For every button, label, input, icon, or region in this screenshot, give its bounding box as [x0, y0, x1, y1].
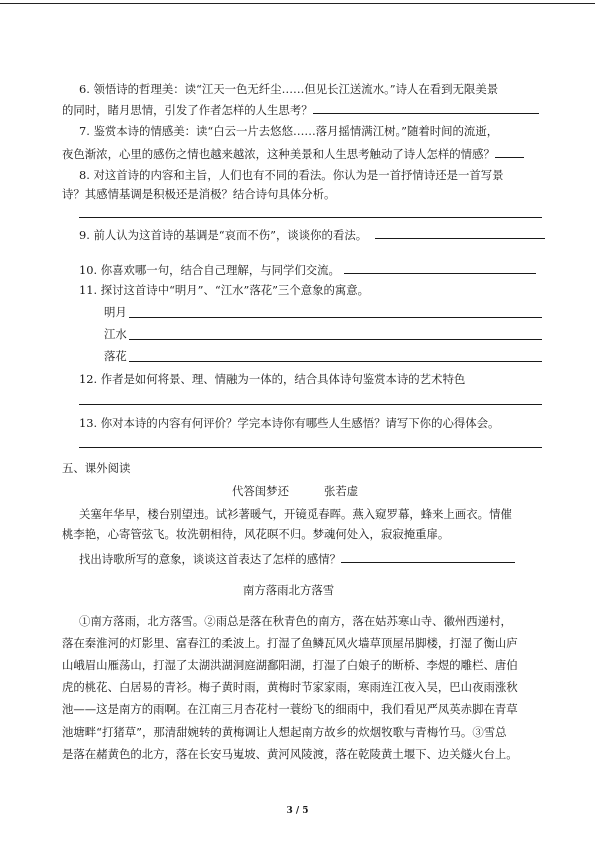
answer-rule-moon[interactable]: [129, 317, 542, 318]
imagery-label-flowers: 落花: [104, 349, 127, 363]
poem-author: 张若虚: [324, 484, 359, 498]
question-9-text: 9. 前人认为这首诗的基调是“哀而不伤”，谈谈你的看法。: [79, 228, 368, 242]
question-10-line: [79, 261, 536, 278]
essay-line: 池——这是南方的雨啊。在江南三月杏花村一蓑纷飞的细雨中，我们看见严凤英赤脚在青草: [62, 702, 518, 716]
answer-rule-12[interactable]: [79, 404, 542, 405]
essay-line: 是落在赭黄色的北方，落在长安马嵬坡、黄河风陵渡，落在乾陵黄土堰下、边关燧火台上。: [62, 747, 518, 761]
imagery-label-river: 江水: [104, 327, 127, 341]
question-7-line-1: 7. 鉴赏本诗的情感美：读“白云一片去悠悠……落月摇情满江树。”随着时间的流逝，: [79, 124, 499, 138]
answer-blank-10[interactable]: [344, 261, 536, 274]
answer-rule-flowers[interactable]: [129, 361, 542, 362]
answer-blank-7[interactable]: [495, 145, 524, 158]
question-9-line: [79, 226, 545, 243]
question-7-line-2: [62, 145, 524, 162]
page-number: 3 / 5: [286, 806, 309, 816]
answer-rule-13[interactable]: [79, 447, 542, 448]
imagery-label-moon: 明月: [104, 305, 127, 319]
page-top-rule: [0, 3, 595, 4]
question-12-line: 12. 作者是如何将景、理、情融为一体的，结合具体诗句鉴赏本诗的艺术特色: [79, 372, 466, 386]
poem-question-line: [79, 550, 515, 567]
section-5-heading: 五、课外阅读: [62, 461, 131, 475]
question-6-line-2: [62, 101, 539, 118]
essay-line: 山峨眉山雁荡山，打湿了太湖洪湖洞庭湖鄱阳湖，打湿了白娘子的断桥、李煜的雕栏、唐伯: [62, 658, 518, 672]
essay-line: 落在秦淮河的灯影里、富春江的柔波上。打湿了鱼鳞瓦风火墙草顶屋吊脚楼，打湿了衡山庐: [62, 636, 518, 650]
answer-blank-9[interactable]: [375, 226, 545, 239]
answer-rule-8[interactable]: [79, 217, 542, 218]
essay-line: 虎的桃花、白居易的青衫。梅子黄时雨，黄梅时节家家雨，寒雨连江夜入吴，巴山夜雨涨秋: [62, 680, 518, 694]
essay-line: 池塘畔“打猪草”，那清甜婉转的黄梅调让人想起南方故乡的炊烟牧歌与青梅竹马。③雪总: [62, 725, 507, 739]
question-6-text: 的同时，睹月思情，引发了作者怎样的人生思考？: [62, 103, 313, 117]
question-10-text: 10. 你喜欢哪一句，结合自己理解，与同学们交流。: [79, 263, 340, 277]
question-8-line-2: 诗？其感情基调是积极还是消极？结合诗句具体分析。: [62, 187, 336, 201]
essay-title: 南方落雨北方落雪: [243, 583, 335, 597]
question-6-line-1: 6. 领悟诗的哲理美：读“江天一色无纤尘……但见长江送流水。”诗人在看到无限美景: [79, 82, 499, 96]
poem-title: 代答闺梦还: [232, 484, 289, 498]
question-11-line: 11. 探讨这首诗中“明月”、“江水”落花”三个意象的寓意。: [79, 283, 370, 297]
question-7-text: 夜色渐浓，心里的感伤之情也越来越浓，这种美景和人生思考触动了诗人怎样的情感？: [62, 147, 495, 161]
poem-line-2: 桃李艳，心寄管弦飞。妆洗朝相待，风花暝不归。梦魂何处入，寂寂掩重扉。: [62, 527, 450, 541]
essay-line: ①南方落雨，北方落雪。②雨总是落在秋青色的南方，落在姑苏寒山寺、徽州西递村，: [79, 614, 512, 628]
question-8-line-1: 8. 对这首诗的内容和主旨，人们也有不同的看法。你认为是一首抒情诗还是一首写景: [79, 168, 504, 182]
question-13-line: 13. 你对本诗的内容有何评价？学完本诗你有哪些人生感悟？请写下你的心得体会。: [79, 416, 500, 430]
answer-rule-river[interactable]: [129, 339, 542, 340]
answer-blank-6[interactable]: [313, 101, 539, 114]
poem-line-1: 关塞年华早，楼台别望违。试衫著暖气，开镜觅春晖。燕入窥罗幕，蜂来上画衣。情催: [79, 507, 512, 521]
answer-blank-poem[interactable]: [341, 550, 515, 563]
poem-question-text: 找出诗歌所写的意象，谈谈这首表达了怎样的感情？: [79, 552, 341, 566]
